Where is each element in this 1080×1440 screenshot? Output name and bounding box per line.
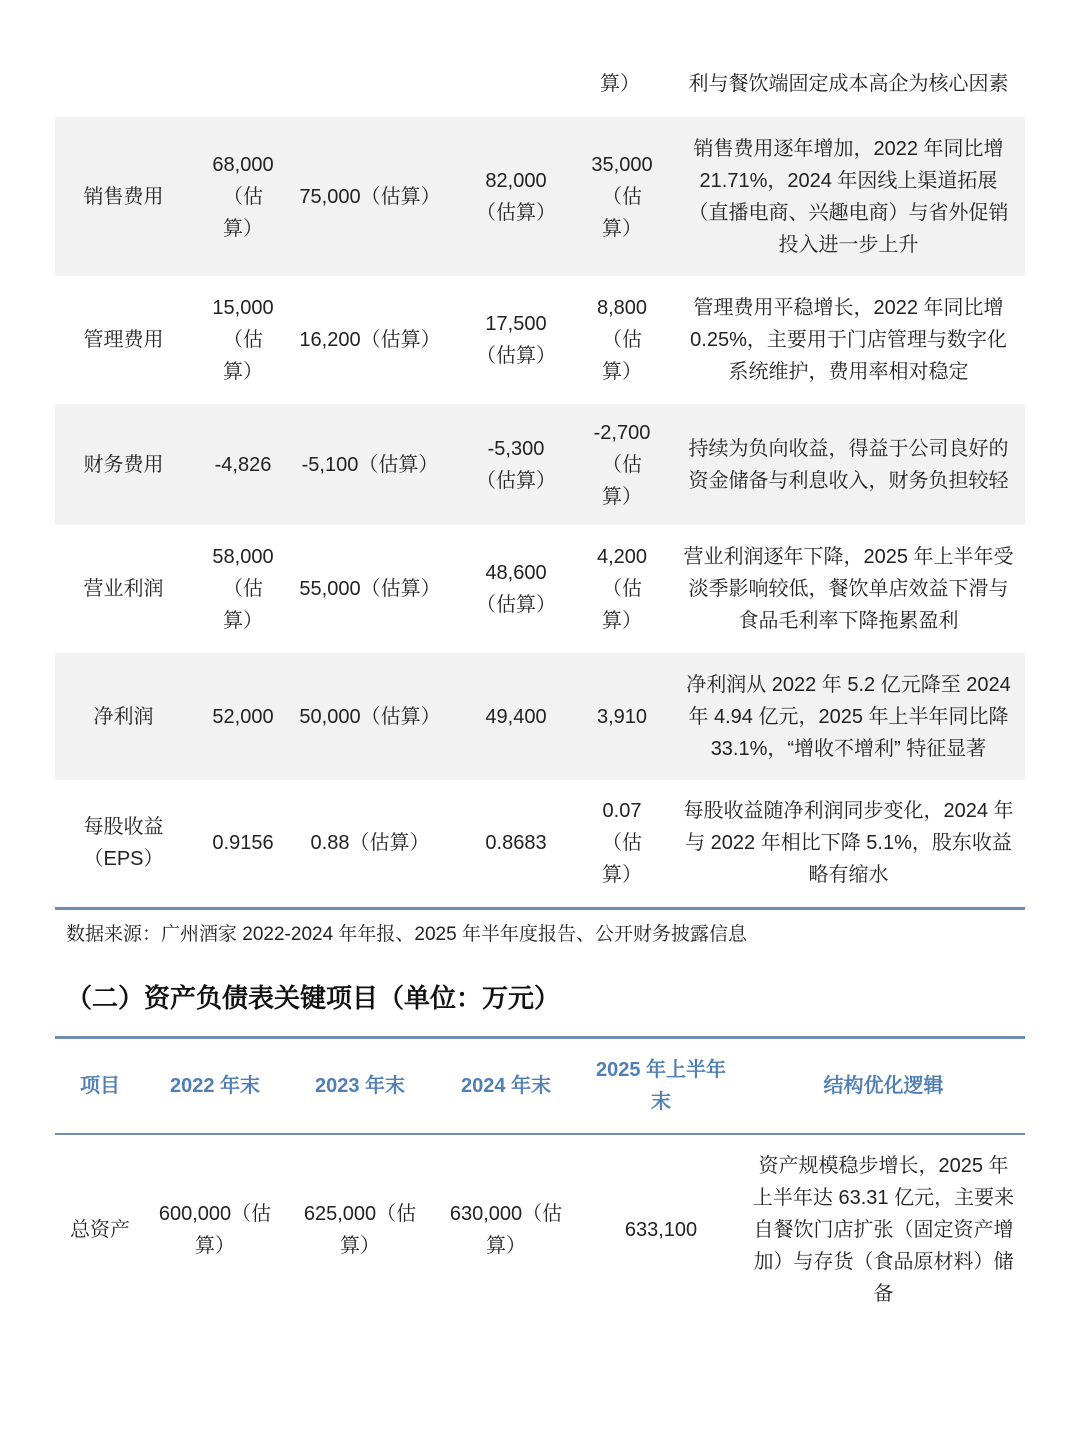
- header-y2024: 2024 年末: [460, 1075, 552, 1097]
- balance-table-top-rule: [55, 1036, 1025, 1039]
- cell-note: 净利润从 2022 年 5.2 亿元降至 2024 年 4.94 亿元，2025 年上半年同比降 33.1%，“增收不增利” 特征显著: [686, 673, 1011, 760]
- cell-y2024: 0.8683: [485, 832, 547, 854]
- cell-y2023: 55,000（估算）: [299, 578, 441, 600]
- cell-item: 总资产: [70, 1219, 130, 1241]
- income-table-bottom-rule: [55, 907, 1025, 910]
- cell-y2024: 49,400: [485, 705, 547, 728]
- header-y2023: 2023 年末: [314, 1075, 406, 1097]
- header-note: 结构优化逻辑: [823, 1075, 944, 1097]
- cell-item: 销售费用: [83, 185, 164, 208]
- section-title-balance-sheet: （二）资产负债表关键项目（单位：万元）: [66, 983, 561, 1013]
- cell-h2025: -2,700 （估 算）: [593, 421, 651, 508]
- cell-y2024: 630,000（估 算）: [449, 1203, 563, 1257]
- cell-y2022: 15,000 （估 算）: [212, 297, 274, 383]
- cell-note: 持续为负向收益，得益于公司良好的 资金储备与利息收入，财务负担较轻: [688, 437, 1009, 492]
- fragment-note: 利与餐饮端固定成本高企为核心因素: [688, 73, 1009, 95]
- cell-y2023: 16,200（估算）: [299, 329, 441, 351]
- cell-item: 财务费用: [83, 453, 164, 476]
- cell-note: 营业利润逐年下降，2025 年上半年受 淡季影响较低，餐饮单店效益下滑与 食品毛利率下降拖累盈利: [683, 546, 1014, 632]
- data-source-note: 数据来源：广州酒家 2022-2024 年年报、2025 年半年度报告、公开财务披露信息: [66, 924, 747, 945]
- cell-y2022: 600,000（估 算）: [158, 1203, 272, 1257]
- cell-y2023: 0.88（估算）: [310, 832, 430, 854]
- cell-h2025: 35,000 （估 算）: [591, 153, 653, 240]
- cell-note: 销售费用逐年增加，2022 年同比增 21.71%，2024 年因线上渠道拓展 （直播电商、兴趣电商）与省外促销 投入进一步上升: [688, 137, 1009, 256]
- cell-y2024: 17,500 （估算）: [476, 313, 556, 367]
- balance-table-header-rule: [55, 1133, 1025, 1135]
- cell-y2024: -5,300 （估算）: [476, 437, 556, 492]
- cell-item: 管理费用: [83, 329, 164, 351]
- cell-item: 营业利润: [83, 578, 164, 600]
- cell-h2025: 633,100: [624, 1219, 698, 1241]
- cell-item: 净利润: [93, 705, 154, 728]
- cell-note: 每股收益随净利润同步变化，2024 年 与 2022 年相比下降 5.1%，股东收益 略有缩水: [683, 800, 1014, 886]
- cell-y2023: -5,100（估算）: [301, 453, 439, 476]
- cell-note: 资产规模稳步增长，2025 年 上半年达 63.31 亿元，主要来 自餐饮门店扩张（固定资产增 加）与存货（食品原材料）储 备: [752, 1155, 1015, 1305]
- cell-note: 管理费用平稳增长，2022 年同比增 0.25%，主要用于门店管理与数字化 系统维护，费用率相对稳定: [690, 297, 1007, 383]
- fragment-h2025: 算）: [600, 73, 640, 95]
- cell-y2024: 82,000 （估算）: [476, 169, 556, 224]
- header-item: 项目: [80, 1075, 120, 1097]
- cell-y2022: 52,000: [212, 705, 274, 728]
- cell-h2025: 0.07（估 算）: [602, 800, 642, 886]
- cell-y2023: 50,000（估算）: [299, 705, 441, 728]
- cell-y2022: -4,826: [214, 453, 272, 476]
- cell-y2024: 48,600 （估算）: [476, 562, 556, 616]
- cell-h2025: 4,200 （估 算）: [596, 546, 648, 632]
- cell-y2023: 625,000（估 算）: [303, 1203, 417, 1257]
- cell-y2022: 68,000 （估 算）: [212, 153, 274, 240]
- cell-y2023: 75,000（估算）: [299, 185, 441, 208]
- cell-y2022: 58,000 （估 算）: [212, 546, 274, 632]
- cell-h2025: 3,910: [596, 705, 648, 728]
- header-y2022: 2022 年末: [169, 1075, 261, 1097]
- header-h2025: 2025 年上半年 末: [595, 1059, 727, 1113]
- cell-item: 每股收益 （EPS）: [83, 816, 164, 870]
- cell-h2025: 8,800 （估 算）: [596, 297, 648, 383]
- cell-y2022: 0.9156: [212, 832, 274, 854]
